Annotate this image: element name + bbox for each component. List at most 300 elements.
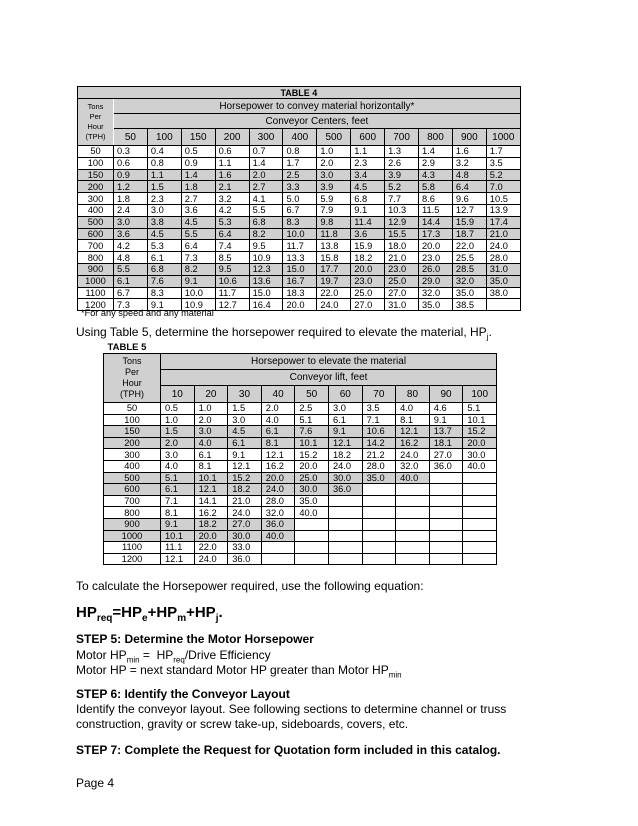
table-row xyxy=(78,287,521,299)
value-cell: 13.3 xyxy=(283,252,317,264)
table-row xyxy=(104,426,497,438)
value-cell: 3.0 xyxy=(161,449,195,461)
table-row xyxy=(78,193,521,205)
value-cell: 20.0 xyxy=(261,472,295,484)
value-cell xyxy=(396,530,430,542)
column-header: 50 xyxy=(114,129,148,146)
tph-cell: 1200 xyxy=(104,553,161,565)
value-cell xyxy=(328,542,362,554)
value-cell xyxy=(396,507,430,519)
value-cell: 30.0 xyxy=(463,449,497,461)
value-cell: 6.1 xyxy=(228,437,262,449)
value-cell xyxy=(328,553,362,565)
value-cell: 7.3 xyxy=(181,252,215,264)
step-5-line-1: Motor $HP_{min}$ = $HP_{req}$/Drive Efficiency xyxy=(76,648,271,665)
value-cell: 0.7 xyxy=(249,146,283,158)
value-cell: 5.3 xyxy=(147,240,181,252)
value-cell: 4.5 xyxy=(181,216,215,228)
value-cell: 20.0 xyxy=(295,460,329,472)
value-cell: 15.8 xyxy=(317,252,351,264)
table-row xyxy=(78,275,521,287)
value-cell: 4.5 xyxy=(228,426,262,438)
value-cell: 2.5 xyxy=(283,169,317,181)
value-cell: 0.9 xyxy=(114,169,148,181)
value-cell: 24.0 xyxy=(194,553,228,565)
value-cell: 8.5 xyxy=(215,252,249,264)
value-cell: 9.1 xyxy=(351,204,385,216)
value-cell: 5.5 xyxy=(249,204,283,216)
table-5-subcaption: Conveyor lift, feet xyxy=(161,370,497,386)
value-cell: 38.0 xyxy=(486,287,520,299)
value-cell xyxy=(295,542,329,554)
tph-cell: 600 xyxy=(104,484,161,496)
value-cell xyxy=(463,507,497,519)
value-cell: 11.1 xyxy=(161,542,195,554)
value-cell: 13.7 xyxy=(429,426,463,438)
value-cell: 5.9 xyxy=(317,193,351,205)
tph-label: Tons Per Hour (TPH) xyxy=(104,354,161,403)
table-5 xyxy=(103,341,497,565)
value-cell: 6.4 xyxy=(215,228,249,240)
value-cell: 9.1 xyxy=(181,275,215,287)
value-cell: 21.2 xyxy=(362,449,396,461)
tph-cell: 50 xyxy=(78,146,114,158)
value-cell xyxy=(328,530,362,542)
value-cell: 10.1 xyxy=(463,414,497,426)
value-cell: 7.6 xyxy=(147,275,181,287)
value-cell: 36.0 xyxy=(261,518,295,530)
column-header: 400 xyxy=(283,129,317,146)
value-cell: 20.0 xyxy=(463,437,497,449)
table-4-footnote: *For any speed and any material xyxy=(81,308,214,318)
value-cell: 15.2 xyxy=(463,426,497,438)
value-cell: 18.2 xyxy=(228,484,262,496)
value-cell: 10.1 xyxy=(194,472,228,484)
table-4 xyxy=(77,86,521,311)
value-cell: 16.2 xyxy=(261,460,295,472)
value-cell xyxy=(261,553,295,565)
tph-cell: 50 xyxy=(104,403,161,415)
value-cell: 21.0 xyxy=(385,252,419,264)
table-row xyxy=(104,472,497,484)
value-cell: 11.5 xyxy=(419,204,453,216)
table-row xyxy=(104,403,497,415)
value-cell xyxy=(362,542,396,554)
value-cell: 3.0 xyxy=(114,216,148,228)
value-cell: 0.8 xyxy=(283,146,317,158)
step-5-line-2: Motor HP = next standard Motor HP greater than Motor $HP_{min}$ xyxy=(76,663,402,680)
value-cell: 12.1 xyxy=(261,449,295,461)
table-5-intro: Using Table 5, determine the horsepower required to elevate the material, $HP_j$. xyxy=(76,325,492,342)
value-cell xyxy=(429,495,463,507)
tph-cell: 500 xyxy=(104,472,161,484)
value-cell: 7.3 xyxy=(114,299,148,311)
value-cell: 24.0 xyxy=(261,484,295,496)
tph-cell: 500 xyxy=(78,216,114,228)
value-cell: 9.5 xyxy=(215,263,249,275)
value-cell: 2.0 xyxy=(317,157,351,169)
value-cell: 4.8 xyxy=(452,169,486,181)
value-cell: 10.5 xyxy=(486,193,520,205)
value-cell: 3.5 xyxy=(486,157,520,169)
value-cell: 4.3 xyxy=(419,169,453,181)
value-cell: 12.1 xyxy=(161,553,195,565)
value-cell: 12.1 xyxy=(194,484,228,496)
value-cell: 11.7 xyxy=(215,287,249,299)
value-cell: 0.5 xyxy=(161,403,195,415)
table-4-title: TABLE 4 xyxy=(78,87,521,99)
table-row xyxy=(104,460,497,472)
value-cell xyxy=(396,495,430,507)
value-cell: 31.0 xyxy=(486,263,520,275)
value-cell: 15.2 xyxy=(295,449,329,461)
value-cell: 27.0 xyxy=(385,287,419,299)
value-cell: 2.6 xyxy=(385,157,419,169)
table-row xyxy=(104,530,497,542)
value-cell: 32.0 xyxy=(396,460,430,472)
value-cell: 20.0 xyxy=(419,240,453,252)
value-cell: 1.4 xyxy=(419,146,453,158)
value-cell: 8.1 xyxy=(396,414,430,426)
value-cell: 6.1 xyxy=(261,426,295,438)
value-cell: 27.0 xyxy=(429,449,463,461)
value-cell: 1.4 xyxy=(181,169,215,181)
value-cell: 4.0 xyxy=(194,437,228,449)
value-cell xyxy=(463,472,497,484)
value-cell: 33.0 xyxy=(228,542,262,554)
value-cell: 6.7 xyxy=(283,204,317,216)
value-cell: 4.2 xyxy=(114,240,148,252)
step-5-heading: STEP 5: Determine the Motor Horsepower xyxy=(76,632,314,646)
value-cell: 0.6 xyxy=(215,146,249,158)
tph-cell: 200 xyxy=(104,437,161,449)
tph-cell: 800 xyxy=(78,252,114,264)
table-row xyxy=(78,204,521,216)
step-6-line-1: Identify the conveyor layout. See following sections to determine channel or truss xyxy=(76,702,507,716)
tph-cell: 900 xyxy=(104,518,161,530)
value-cell xyxy=(362,553,396,565)
value-cell: 9.1 xyxy=(228,449,262,461)
value-cell: 20.0 xyxy=(283,299,317,311)
value-cell: 9.5 xyxy=(249,240,283,252)
value-cell: 3.4 xyxy=(351,169,385,181)
value-cell xyxy=(396,542,430,554)
value-cell: 7.7 xyxy=(385,193,419,205)
value-cell: 3.6 xyxy=(181,204,215,216)
value-cell: 17.3 xyxy=(419,228,453,240)
value-cell xyxy=(396,518,430,530)
tph-cell: 1100 xyxy=(104,542,161,554)
value-cell: 23.0 xyxy=(419,252,453,264)
value-cell: 15.0 xyxy=(283,263,317,275)
equation-intro: To calculate the Horsepower required, use the following equation: xyxy=(76,579,424,593)
value-cell xyxy=(463,495,497,507)
value-cell: 6.1 xyxy=(161,484,195,496)
value-cell: 1.8 xyxy=(181,181,215,193)
value-cell: 1.0 xyxy=(317,146,351,158)
value-cell: 28.0 xyxy=(362,460,396,472)
value-cell: 35.0 xyxy=(486,275,520,287)
tph-label: Tons Per Hour (TPH) xyxy=(78,99,114,146)
value-cell xyxy=(261,542,295,554)
value-cell: 1.5 xyxy=(161,426,195,438)
value-cell: 9.1 xyxy=(147,299,181,311)
value-cell: 22.0 xyxy=(194,542,228,554)
value-cell: 4.1 xyxy=(249,193,283,205)
value-cell: 0.9 xyxy=(181,157,215,169)
value-cell: 3.0 xyxy=(317,169,351,181)
value-cell xyxy=(396,553,430,565)
value-cell: 12.1 xyxy=(228,460,262,472)
tph-cell: 1200 xyxy=(78,299,114,311)
value-cell: 0.5 xyxy=(181,146,215,158)
value-cell: 0.3 xyxy=(114,146,148,158)
value-cell: 16.2 xyxy=(396,437,430,449)
value-cell: 15.9 xyxy=(452,216,486,228)
value-cell: 6.1 xyxy=(328,414,362,426)
value-cell: 5.1 xyxy=(161,472,195,484)
value-cell: 7.4 xyxy=(215,240,249,252)
value-cell: 35.0 xyxy=(419,299,453,311)
table-row xyxy=(104,437,497,449)
value-cell: 21.0 xyxy=(486,228,520,240)
value-cell: 10.9 xyxy=(181,299,215,311)
value-cell: 3.0 xyxy=(147,204,181,216)
value-cell: 24.0 xyxy=(396,449,430,461)
value-cell: 5.5 xyxy=(181,228,215,240)
column-header: 80 xyxy=(396,386,430,403)
value-cell xyxy=(362,518,396,530)
value-cell: 18.7 xyxy=(452,228,486,240)
value-cell: 35.0 xyxy=(362,472,396,484)
value-cell xyxy=(463,484,497,496)
value-cell: 7.0 xyxy=(486,181,520,193)
value-cell xyxy=(463,518,497,530)
value-cell: 1.2 xyxy=(114,181,148,193)
table-5-caption: Horsepower to elevate the material xyxy=(161,354,497,370)
table-row xyxy=(104,495,497,507)
column-header: 500 xyxy=(317,129,351,146)
value-cell: 9.6 xyxy=(452,193,486,205)
tph-cell: 600 xyxy=(78,228,114,240)
value-cell: 0.4 xyxy=(147,146,181,158)
table-row xyxy=(104,518,497,530)
value-cell: 32.0 xyxy=(419,287,453,299)
value-cell: 4.0 xyxy=(161,460,195,472)
value-cell: 3.6 xyxy=(114,228,148,240)
value-cell: 32.0 xyxy=(261,507,295,519)
value-cell: 27.0 xyxy=(228,518,262,530)
table-row xyxy=(78,146,521,158)
value-cell: 23.0 xyxy=(385,263,419,275)
tph-cell: 400 xyxy=(78,204,114,216)
tph-cell: 400 xyxy=(104,460,161,472)
value-cell: 25.0 xyxy=(385,275,419,287)
table-row xyxy=(78,263,521,275)
column-header: 100 xyxy=(463,386,497,403)
value-cell: 4.0 xyxy=(396,403,430,415)
value-cell: 24.0 xyxy=(486,240,520,252)
value-cell: 10.0 xyxy=(181,287,215,299)
table-row xyxy=(104,449,497,461)
value-cell: 23.0 xyxy=(351,275,385,287)
value-cell: 4.5 xyxy=(351,181,385,193)
value-cell: 7.9 xyxy=(317,204,351,216)
value-cell: 6.4 xyxy=(181,240,215,252)
table-4-subcaption: Conveyor Centers, feet xyxy=(114,114,521,129)
value-cell: 1.5 xyxy=(228,403,262,415)
value-cell: 2.3 xyxy=(351,157,385,169)
value-cell: 1.7 xyxy=(283,157,317,169)
value-cell: 28.0 xyxy=(261,495,295,507)
value-cell: 11.7 xyxy=(283,240,317,252)
step-6-heading: STEP 6: Identify the Conveyor Layout xyxy=(76,687,290,701)
value-cell: 14.2 xyxy=(362,437,396,449)
value-cell: 13.6 xyxy=(249,275,283,287)
value-cell: 40.0 xyxy=(463,460,497,472)
value-cell: 3.5 xyxy=(362,403,396,415)
value-cell: 6.4 xyxy=(452,181,486,193)
value-cell: 5.1 xyxy=(295,414,329,426)
table-row xyxy=(104,484,497,496)
value-cell xyxy=(463,542,497,554)
value-cell: 8.3 xyxy=(147,287,181,299)
value-cell: 0.6 xyxy=(114,157,148,169)
value-cell: 0.8 xyxy=(147,157,181,169)
value-cell: 15.9 xyxy=(351,240,385,252)
value-cell: 8.6 xyxy=(419,193,453,205)
value-cell: 24.0 xyxy=(328,460,362,472)
value-cell: 8.2 xyxy=(249,228,283,240)
value-cell xyxy=(463,530,497,542)
value-cell: 8.1 xyxy=(261,437,295,449)
column-header: 100 xyxy=(147,129,181,146)
value-cell: 28.5 xyxy=(452,263,486,275)
value-cell xyxy=(486,299,520,311)
value-cell xyxy=(362,484,396,496)
value-cell: 17.4 xyxy=(486,216,520,228)
table-row xyxy=(104,542,497,554)
tph-cell: 300 xyxy=(78,193,114,205)
value-cell: 1.1 xyxy=(215,157,249,169)
table-row xyxy=(104,553,497,565)
column-header: 300 xyxy=(249,129,283,146)
tph-cell: 100 xyxy=(104,414,161,426)
value-cell: 16.4 xyxy=(249,299,283,311)
value-cell: 5.1 xyxy=(463,403,497,415)
value-cell: 27.0 xyxy=(351,299,385,311)
value-cell: 1.1 xyxy=(147,169,181,181)
value-cell: 1.0 xyxy=(194,403,228,415)
value-cell: 3.0 xyxy=(328,403,362,415)
value-cell: 8.1 xyxy=(194,460,228,472)
value-cell: 7.1 xyxy=(161,495,195,507)
value-cell: 22.0 xyxy=(452,240,486,252)
column-header: 90 xyxy=(429,386,463,403)
value-cell: 6.8 xyxy=(147,263,181,275)
column-header: 30 xyxy=(228,386,262,403)
value-cell: 13.8 xyxy=(317,240,351,252)
value-cell: 26.0 xyxy=(419,263,453,275)
value-cell: 36.0 xyxy=(429,460,463,472)
value-cell xyxy=(362,495,396,507)
value-cell: 12.7 xyxy=(215,299,249,311)
value-cell: 9.1 xyxy=(328,426,362,438)
column-header: 700 xyxy=(385,129,419,146)
table-row xyxy=(78,240,521,252)
value-cell: 24.0 xyxy=(317,299,351,311)
value-cell xyxy=(328,518,362,530)
value-cell: 14.4 xyxy=(419,216,453,228)
value-cell: 6.1 xyxy=(114,275,148,287)
value-cell: 19.7 xyxy=(317,275,351,287)
value-cell: 12.9 xyxy=(385,216,419,228)
value-cell: 11.4 xyxy=(351,216,385,228)
value-cell: 22.0 xyxy=(317,287,351,299)
value-cell: 9.1 xyxy=(429,414,463,426)
step-6-line-2: construction, gravity or screw take-up, sideboards, covers, etc. xyxy=(76,717,409,731)
tph-cell: 900 xyxy=(78,263,114,275)
column-header: 150 xyxy=(181,129,215,146)
value-cell: 36.0 xyxy=(328,484,362,496)
value-cell: 7.6 xyxy=(295,426,329,438)
value-cell: 29.0 xyxy=(419,275,453,287)
value-cell: 25.0 xyxy=(295,472,329,484)
value-cell: 2.0 xyxy=(249,169,283,181)
value-cell xyxy=(429,518,463,530)
tph-cell: 200 xyxy=(78,181,114,193)
value-cell: 10.9 xyxy=(249,252,283,264)
value-cell: 15.0 xyxy=(249,287,283,299)
value-cell: 3.0 xyxy=(228,414,262,426)
column-header: 50 xyxy=(295,386,329,403)
tph-cell: 150 xyxy=(78,169,114,181)
value-cell: 1.4 xyxy=(249,157,283,169)
value-cell: 21.0 xyxy=(228,495,262,507)
value-cell xyxy=(429,553,463,565)
table-row xyxy=(78,157,521,169)
value-cell: 10.6 xyxy=(362,426,396,438)
value-cell xyxy=(429,472,463,484)
value-cell: 35.0 xyxy=(295,495,329,507)
value-cell: 1.3 xyxy=(385,146,419,158)
value-cell xyxy=(328,495,362,507)
value-cell: 7.1 xyxy=(362,414,396,426)
value-cell: 8.1 xyxy=(161,507,195,519)
value-cell: 12.7 xyxy=(452,204,486,216)
value-cell: 3.6 xyxy=(351,228,385,240)
value-cell: 28.0 xyxy=(486,252,520,264)
value-cell: 25.5 xyxy=(452,252,486,264)
step-7-heading: STEP 7: Complete the Request for Quotation form included in this catalog. xyxy=(76,743,501,757)
column-header: 800 xyxy=(419,129,453,146)
value-cell: 15.2 xyxy=(228,472,262,484)
value-cell xyxy=(362,530,396,542)
value-cell: 1.1 xyxy=(351,146,385,158)
value-cell: 1.8 xyxy=(114,193,148,205)
table-4-caption: Horsepower to convey material horizontally* xyxy=(114,99,521,114)
value-cell: 1.7 xyxy=(486,146,520,158)
column-header: 10 xyxy=(161,386,195,403)
value-cell: 11.8 xyxy=(317,228,351,240)
value-cell: 10.1 xyxy=(161,530,195,542)
column-header: 20 xyxy=(194,386,228,403)
value-cell: 35.0 xyxy=(452,287,486,299)
value-cell: 38.5 xyxy=(452,299,486,311)
tph-cell: 700 xyxy=(104,495,161,507)
value-cell: 18.1 xyxy=(429,437,463,449)
value-cell: 31.0 xyxy=(385,299,419,311)
